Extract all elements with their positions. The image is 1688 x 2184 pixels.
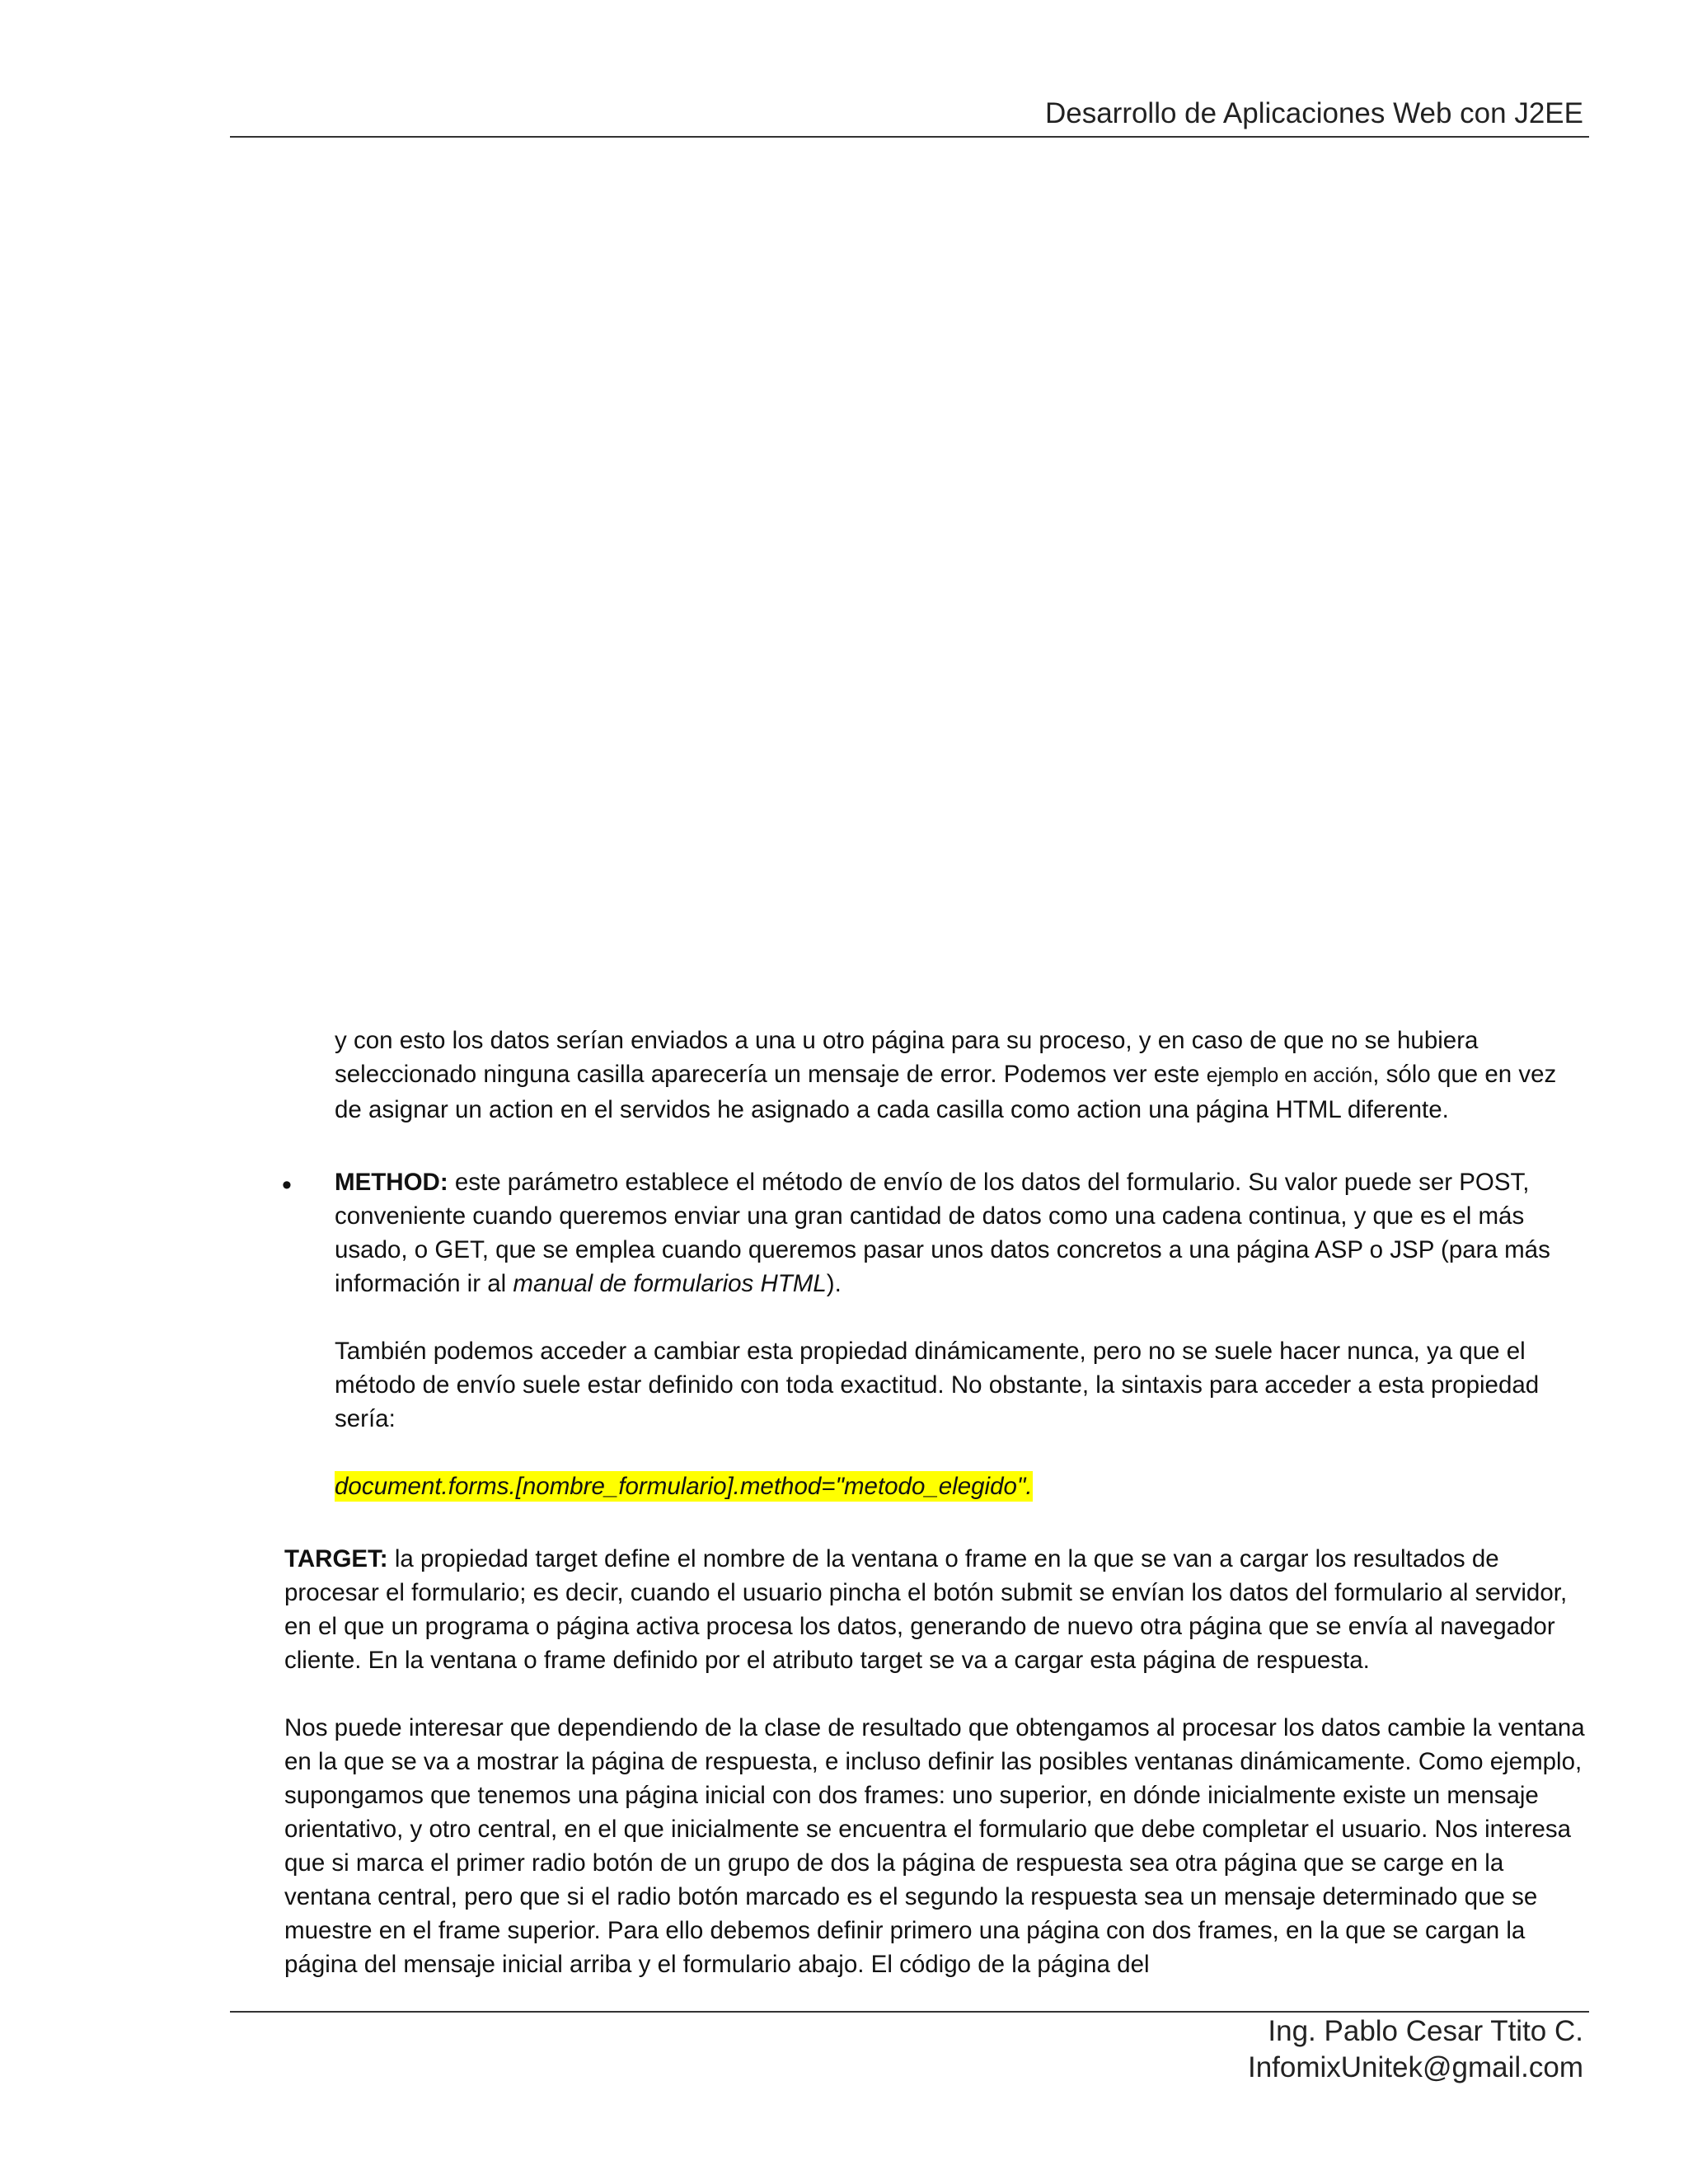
footer-author: Ing. Pablo Cesar Ttito C. (1268, 2015, 1583, 2047)
target-label: TARGET: (284, 1545, 388, 1572)
paragraph-text: , sólo que en vez de asignar un action en el servidos he asignado a cada casilla como action una página HTML diferente. (335, 1061, 1557, 1123)
manual-link[interactable]: manual de formularios HTML (513, 1270, 827, 1297)
code-snippet: document.forms.[nombre_formulario].method="metodo_elegido". (335, 1473, 1033, 1500)
paragraph-continuation (335, 1024, 1587, 1127)
target-text: la propiedad target define el nombre de la ventana o frame en la que se van a cargar los resultados de procesar el formulario; es decir, cuando el usuario pincha el botón submit se envían los datos del formulario al servidor, en el que un programa o página activa procesa los datos, generando de nuevo otra página que se envía al navegador cliente. En la ventana o frame definido por el atributo target se va a cargar esta página de respuesta. (284, 1545, 1568, 1674)
footer-divider (230, 2011, 1589, 2013)
page-footer (1248, 2013, 1583, 2086)
method-text-end: ). (826, 1270, 842, 1297)
method-paragraph (335, 1165, 1587, 1301)
frames-paragraph: Nos puede interesar que dependiendo de la clase de resultado que obtengamos al procesar los datos cambie la ventana en la que se va a mostrar la página de respuesta, e incluso definir las posibles ventanas dinámicamente. Como ejemplo, supongamos que tenemos una página inicial con dos frames: uno superior, en dónde inicialmente existe un mensaje orientativo, y otro central, en el que inicialmente se encuentra el formulario que debe completar el usuario. Nos interesa que si marca el primer radio botón de un grupo de dos la página de respuesta sea otra página que se carge en la ventana central, pero que si el radio botón marcado es el segundo la respuesta sea un mensaje determinado que se muestre en el frame superior. Para ello debemos definir primero una página con dos frames, en la que se cargan la página del mensaje inicial arriba y el formulario abajo. El código de la página del (284, 1714, 1585, 1978)
page-header-title: Desarrollo de Aplicaciones Web con J2EE (1044, 97, 1583, 129)
method-text: este parámetro establece el método de envío de los datos del formulario. Su valor puede ser POST, conveniente cuando queremos enviar una gran cantidad de datos como una cadena continua, y que es el más usado, o GET, que se emplea cuando queremos pasar unos datos concretos a una página ASP o JSP (para más información ir al (335, 1169, 1550, 1297)
footer-email: InfomixUnitek@gmail.com (1247, 2051, 1583, 2083)
bullet-icon: • (282, 1169, 292, 1201)
paragraph-text: y con esto los datos serían enviados a una u otro página para su proceso, y en caso de que no se hubiera seleccionado ninguna casilla aparecería un mensaje de error. Podemos ver este (335, 1027, 1479, 1088)
header-divider (230, 136, 1589, 138)
code-example-paragraph (335, 1469, 1587, 1503)
example-link[interactable]: ejemplo en acción (1206, 1064, 1373, 1087)
method-dynamic-paragraph: También podemos acceder a cambiar esta propiedad dinámicamente, pero no se suele hacer nunca, ya que el método de envío suele estar definido con toda exactitud. No obstante, la sintaxis para acceder a esta propiedad sería: (335, 1338, 1540, 1432)
target-paragraph (284, 1542, 1587, 1677)
method-label: METHOD: (335, 1169, 448, 1196)
